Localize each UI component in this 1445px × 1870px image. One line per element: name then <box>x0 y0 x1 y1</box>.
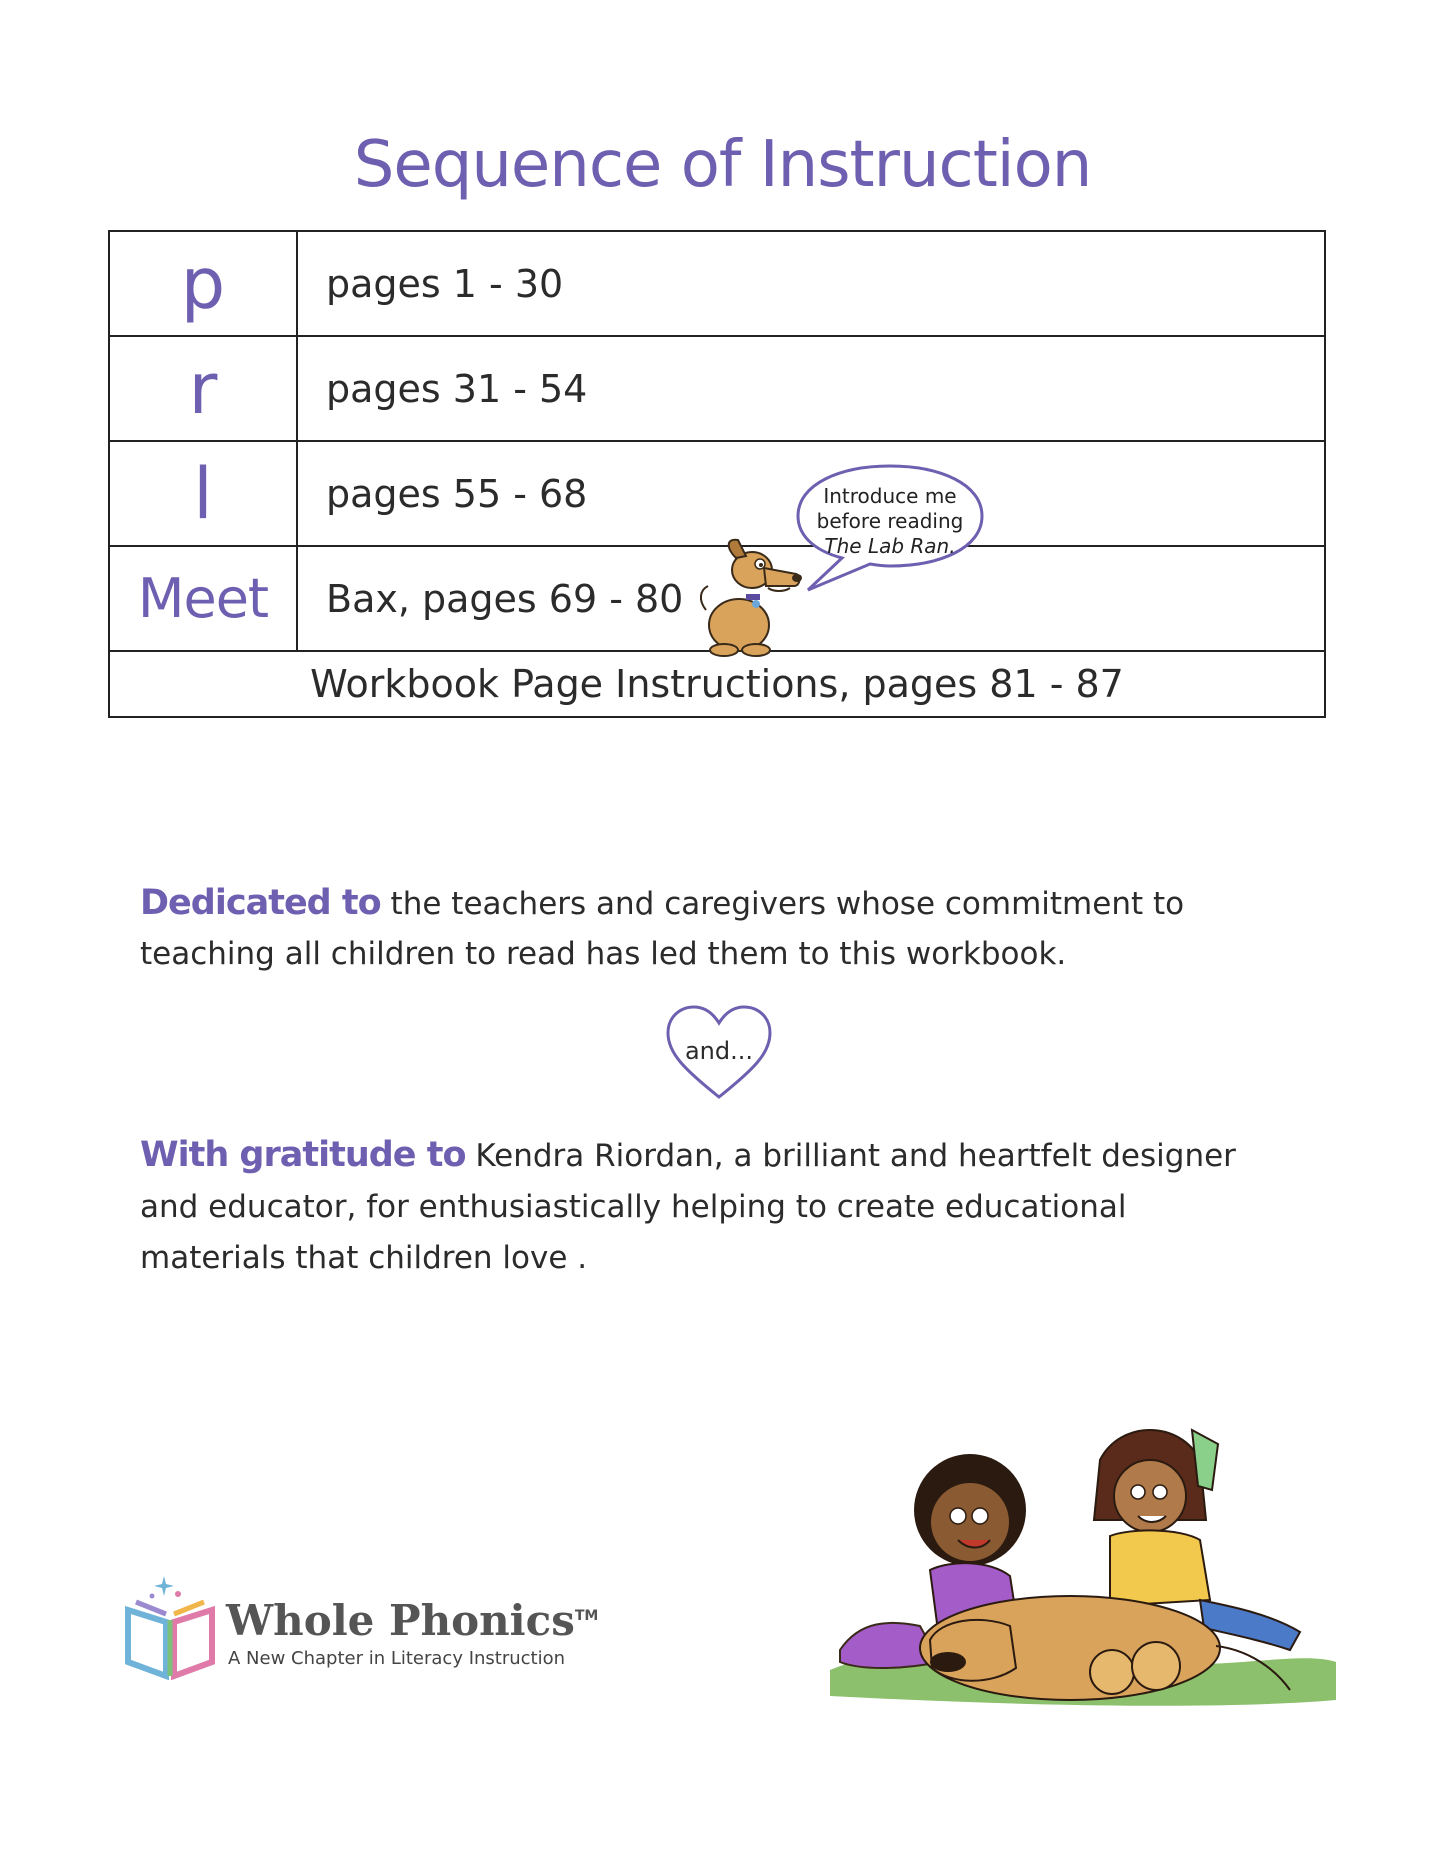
bubble-line: before reading <box>816 509 964 533</box>
dedication-paragraph <box>140 878 1320 979</box>
row-letter: p <box>109 231 297 336</box>
gratitude-text: Kendra Riordan, a brilliant and heartfelt designer and educator, for enthusiastically helping to create educational materials that children love . <box>140 1138 1236 1276</box>
page-title: Sequence of Instruction <box>353 128 1092 202</box>
table-row <box>109 336 1325 441</box>
dedication-lead: Dedicated to <box>140 883 381 923</box>
row-letter: Meet <box>109 546 297 651</box>
bubble-line: Introduce me <box>823 484 957 508</box>
heart-text: and... <box>684 1037 754 1065</box>
dedication-text: the teachers and caregivers whose commitment to teaching all children to read has led them to this workbook. <box>140 886 1185 972</box>
row-letter: r <box>109 336 297 441</box>
row-pages: Bax, pages 69 - 80 <box>297 546 1325 651</box>
row-pages: pages 1 - 30 <box>297 231 1325 336</box>
table-row <box>109 651 1325 717</box>
children-with-dogs-illustration <box>820 1400 1340 1720</box>
dog-bax-illustration <box>684 530 814 660</box>
table-row <box>109 231 1325 336</box>
workbook-row: Workbook Page Instructions, pages 81 - 87 <box>109 651 1325 717</box>
speech-bubble-text <box>800 484 980 559</box>
logo-name <box>226 1596 598 1645</box>
open-book-logo-icon <box>120 1570 220 1680</box>
logo-name-text: Whole Phonics <box>226 1596 575 1645</box>
logo-tagline: A New Chapter in Literacy Instruction <box>228 1648 566 1669</box>
row-letter: l <box>109 441 297 546</box>
row-pages: pages 55 - 68 <box>297 441 1325 546</box>
gratitude-lead: With gratitude to <box>140 1135 466 1175</box>
row-pages: pages 31 - 54 <box>297 336 1325 441</box>
bubble-book-title: The Lab Ran. <box>824 534 956 558</box>
trademark-mark: TM <box>574 1608 599 1624</box>
gratitude-paragraph <box>140 1130 1240 1284</box>
